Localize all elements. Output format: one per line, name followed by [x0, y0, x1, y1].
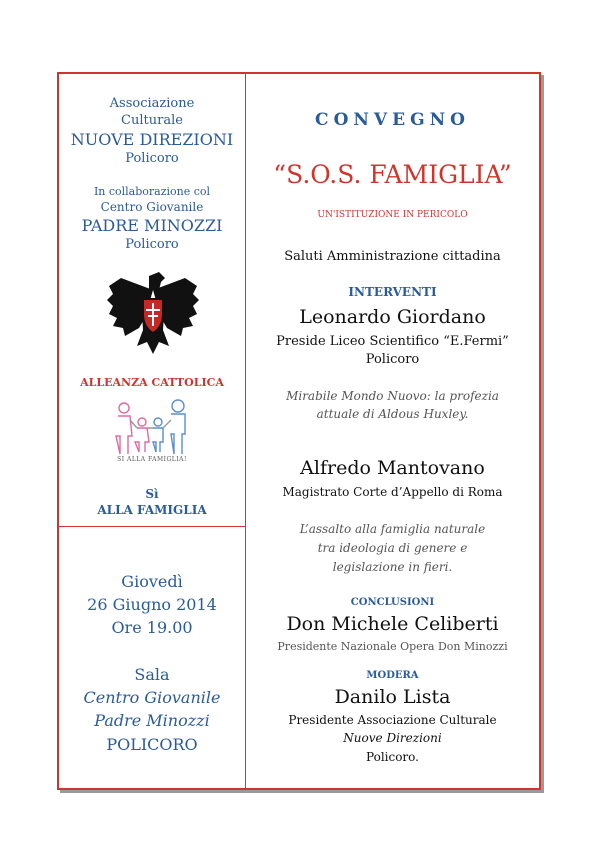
convegno-heading: CONVEGNO	[315, 110, 470, 130]
si-label: Sì	[145, 487, 159, 501]
speaker4-org: Nuove Direzioni	[343, 731, 442, 745]
venue-line2: Padre Minozzi	[94, 711, 210, 730]
collab-line1: In collaborazione col	[93, 185, 211, 198]
talk2-line2: tra ideologia di genere e	[317, 541, 468, 555]
speaker3-name: Don Michele Celiberti	[286, 613, 499, 635]
alleanza-cattolica: ALLEANZA CATTOLICA	[80, 376, 224, 389]
event-title: “S.O.S. FAMIGLIA”	[273, 160, 512, 189]
program-panel	[246, 0, 539, 790]
speaker1-name: Leonardo Giordano	[299, 306, 486, 328]
speaker1-role: Preside Liceo Scientifico “E.Fermi”	[276, 334, 509, 349]
conclusioni-heading: CONCLUSIONI	[350, 597, 435, 608]
assoc-name: NUOVE DIREZIONI	[70, 130, 234, 149]
talk1-line1: Mirabile Mondo Nuovo: la profezia	[286, 389, 499, 403]
interventi-heading: INTERVENTI	[348, 285, 437, 299]
saluti-line: Saluti Amministrazione cittadina	[284, 249, 501, 264]
venue-sala: Sala	[134, 665, 170, 684]
talk2-line3: legislazione in fieri.	[332, 560, 453, 574]
venue-city: POLICORO	[106, 735, 198, 754]
speaker1-city: Policoro	[365, 352, 420, 367]
collab-name: PADRE MINOZZI	[81, 216, 223, 235]
speaker3-role: Presidente Nazionale Opera Don Minozzi	[277, 640, 508, 653]
speaker2-name: Alfredo Mantovano	[300, 457, 485, 479]
assoc-city: Policoro	[125, 151, 179, 166]
collab-city: Policoro	[125, 237, 179, 252]
speaker4-role: Presidente Associazione Culturale	[288, 713, 497, 727]
event-subtitle: UN'ISTITUZIONE IN PERICOLO	[317, 210, 468, 220]
modera-heading: MODERA	[366, 670, 419, 681]
speaker4-name: Danilo Lista	[334, 686, 451, 708]
left-bottom-panel	[59, 0, 245, 790]
assoc-line2: Culturale	[121, 113, 183, 128]
talk2-line1: L’assalto alla famiglia naturale	[299, 522, 486, 536]
family-logo-caption: SI ALLA FAMIGLIA!	[117, 456, 187, 463]
venue-line1: Centro Giovanile	[83, 688, 221, 707]
event-time: Ore 19.00	[111, 618, 193, 637]
assoc-line1: Associazione	[109, 96, 195, 111]
speaker2-role: Magistrato Corte d’Appello di Roma	[282, 485, 503, 499]
event-day: Giovedì	[121, 572, 183, 591]
collab-line2: Centro Giovanile	[100, 200, 204, 214]
talk1-line2: attuale di Aldous Huxley.	[316, 407, 469, 421]
event-date: 26 Giugno 2014	[87, 595, 217, 614]
alla-famiglia-label: ALLA FAMIGLIA	[97, 503, 207, 517]
speaker4-city: Policoro.	[366, 750, 419, 764]
